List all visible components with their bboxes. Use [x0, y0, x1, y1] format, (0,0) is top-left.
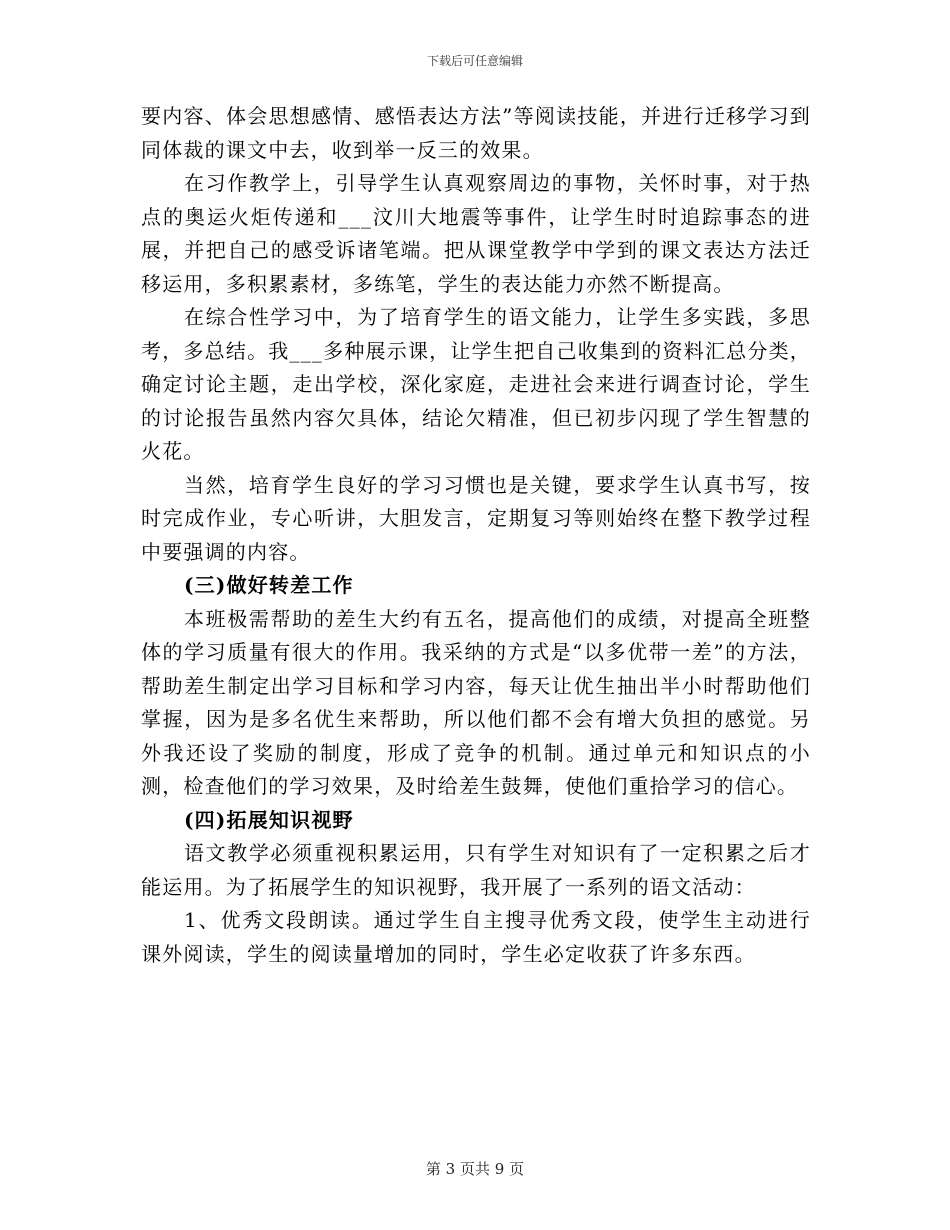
section-heading-3: (三)做好转差工作: [184, 573, 354, 597]
paragraph-continuation: 要内容、体会思想感情、感悟表达方法”等阅读技能，并进行迁移学习到同体裁的课文中去，收到举一反三的效果。: [141, 104, 811, 162]
paragraph-study-habits: 当然，培育学生良好的学习习惯也是关键，要求学生认真书写，按时完成作业，专心听讲，大胆发言，定期复习等则始终在整下教学过程中要强调的内容。: [141, 472, 811, 564]
page-number: 第 3 页共 9 页: [425, 1160, 525, 1178]
paragraph-accumulation: 语文教学必须重视积累运用，只有学生对知识有了一定积累之后才能运用。为了拓展学生的知识视野，我开展了一系列的语文活动：: [141, 841, 811, 899]
document-body: [141, 100, 811, 971]
page-header-note: 下载后可任意编辑: [426, 54, 523, 68]
paragraph-reading-activity: 1、优秀文段朗读。通过学生自主搜寻优秀文段，使学生主动进行课外阅读，学生的阅读量增加的同时，学生必定收获了许多东西。: [141, 908, 811, 966]
paragraph-helping-students: 本班极需帮助的差生大约有五名，提高他们的成绩，对提高全班整体的学习质量有很大的作用。我采纳的方式是“以多优带一差”的方法，帮助差生制定出学习目标和学习内容，每天让优生抽出半小时帮助他们掌握，因为是多名优生来帮助，所以他们都不会有增大负担的感觉。另外我还设了奖励的制度，形成了竞争的机制。通过单元和知识点的小测，检查他们的学习效果，及时给差生鼓舞，使他们重拾学习的信心。: [141, 606, 811, 798]
paragraph-integrated-learning: 在综合性学习中，为了培育学生的语文能力，让学生多实践，多思考，多总结。我___多种展示课，让学生把自己收集到的资料汇总分类，确定讨论主题，走出学校，深化家庭，走进社会来进行调查讨论，学生的讨论报告虽然内容欠具体，结论欠精准，但已初步闪现了学生智慧的火花。: [141, 305, 811, 463]
paragraph-writing-teaching: 在习作教学上，引导学生认真观察周边的事物，关怀时事，对于热点的奥运火炬传递和___汶川大地震等事件，让学生时时追踪事态的进展，并把自己的感受诉诸笔端。把从课堂教学中学到的课文表达方法迁移运用，多积累素材，多练笔，学生的表达能力亦然不断提高。: [141, 171, 811, 296]
section-heading-4: (四)拓展知识视野: [184, 807, 354, 832]
